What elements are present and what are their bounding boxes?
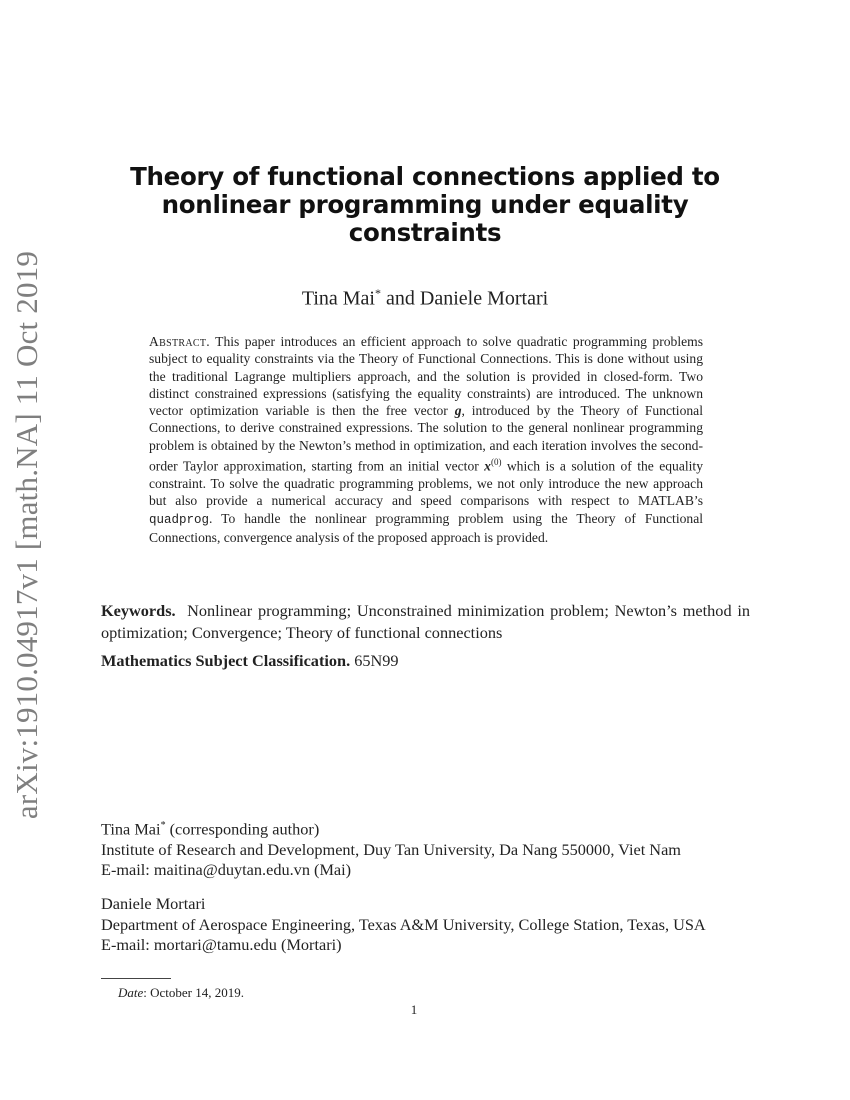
author-line [100,286,750,311]
arxiv-stamp [3,250,51,820]
keywords [101,600,750,644]
title-line: nonlinear programming under equality [161,190,689,219]
date-footnote [118,985,244,1001]
abstract-text: This paper introduces an efficient approach to solve quadratic programming problems subject to equality constraints via the Theory of Functional Connections. This is done without using the traditional Lagrange multipliers approach, and the solution is provided in closed-form. Two distinct constrained expressions (satisfying the equality constraints) are introduced. The unknown vector optimization variable is then the free vector [149,334,703,419]
affiliation-block [101,816,750,881]
msc-classification [101,651,750,671]
math-superscript: (0) [490,457,502,468]
author-name: Daniele Mortari [419,287,549,310]
abstract-text: . To handle the nonlinear programming problem using the Theory of Functional Connections, convergence analysis of the proposed approach is provided. [149,510,703,545]
affiliation-name: Daniele Mortari [101,894,206,913]
title-line: constraints [348,218,502,247]
msc-value: 65N99 [354,651,399,670]
msc-label: Mathematics Subject Classification. [101,651,351,670]
affiliation-block [101,894,750,956]
abstract [149,333,703,546]
affiliation-institution: Institute of Research and Development, Duy Tan University, Da Nang 550000, Viet Nam [101,839,681,859]
corresponding-mark: * [375,286,381,300]
affiliation-institution: Department of Aerospace Engineering, Texas A&M University, College Station, Texas, USA [101,914,706,934]
affiliation-role: (corresponding author) [165,819,320,839]
corresponding-mark: * [160,820,166,831]
code-quadprog: quadprog [149,512,210,527]
page-number-text: 1 [410,1002,418,1017]
footnote-label: Date [118,985,144,1000]
math-vector-x: x [484,458,491,474]
arxiv-stamp-text: arXiv:1910.04917v1 [math.NA] 11 Oct 2019 [9,250,44,820]
math-vector-g: g [454,403,462,419]
footnote-rule [101,978,171,979]
footnote-text: : October 14, 2019. [143,985,245,1000]
abstract-label: Abstract. [149,334,210,349]
abstract-text: which is a solution of the equality constraint. To solve the quadratic programming problems, we not only introduce the new approach but also provide a numerical accuracy and speed comparisons with respect to MATLAB’s [149,458,703,509]
abstract-text: , introduced by the Theory of Functional Connections, to derive constrained expressions. The solution to the general nonlinear programming problem is obtained by the Newton’s method in optimization, and each iteration involves the second-order Taylor approximation, starting from an initial vector [149,403,703,474]
affiliation-email: E-mail: mortari@tamu.edu (Mortari) [101,935,342,954]
title-line: Theory of functional connections applied to [130,162,720,191]
author-name: Tina Mai [301,287,375,310]
keywords-label: Keywords. [101,601,176,620]
affiliation-name: Tina Mai [101,819,161,839]
author-connector: and [381,287,420,310]
affiliation-name-line [101,816,750,840]
affiliation-email: E-mail: maitina@duytan.edu.vn (Mai) [101,860,352,880]
keywords-text: Nonlinear programming; Unconstrained minimization problem; Newton’s method in optimization; Convergence; Theory of functional connections [101,601,750,642]
page-number [0,1002,850,1018]
paper-title [100,163,750,247]
